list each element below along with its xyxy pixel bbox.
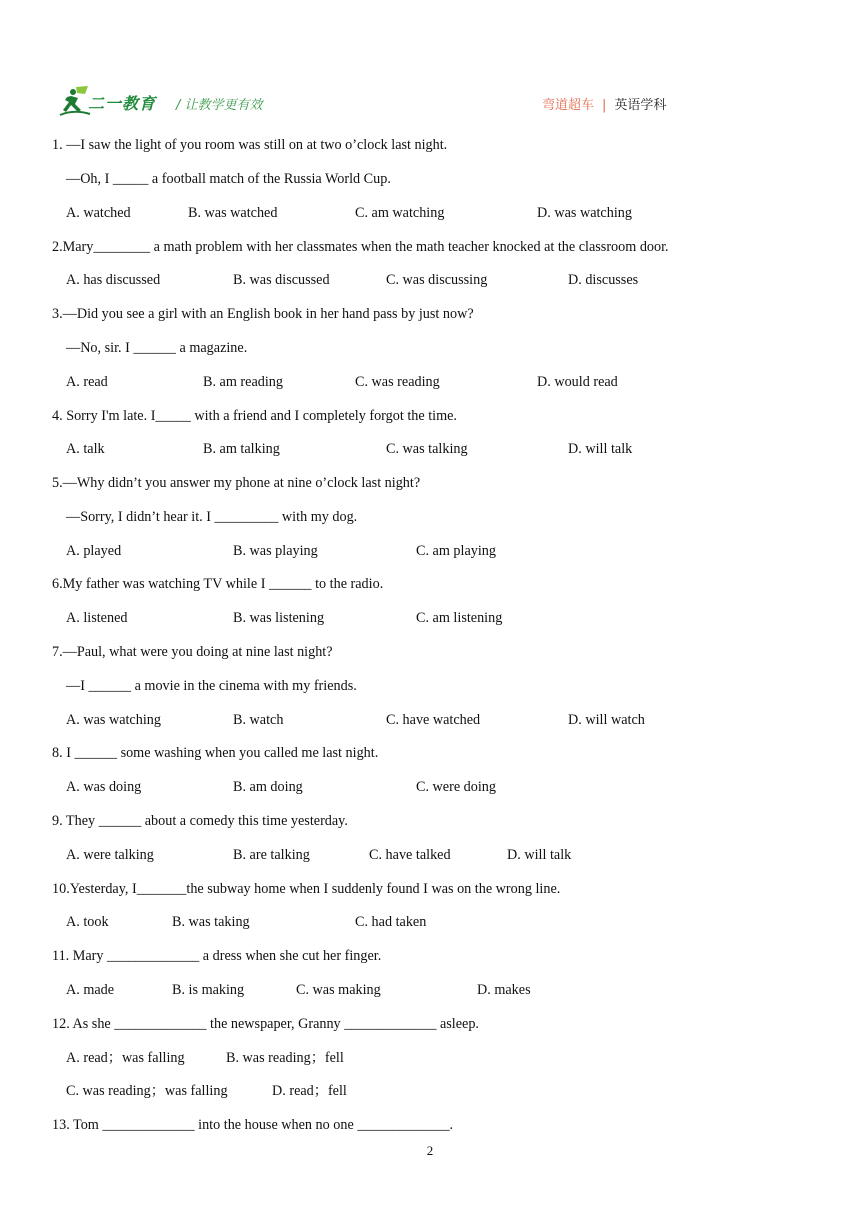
answer-option: A. took — [66, 914, 109, 930]
question-dialogue-line: —Sorry, I didn’t hear it. I _________ with my dog. — [66, 509, 358, 525]
question-stem: 10.Yesterday, I_______the subway home when I suddenly found I was on the wrong line. — [52, 881, 561, 897]
question-stem: 11. Mary _____________ a dress when she cut her finger. — [52, 948, 382, 964]
runner-logo-icon — [58, 84, 92, 118]
answer-option: C. was talking — [386, 441, 468, 457]
answer-option: B. watch — [233, 712, 284, 728]
question-dialogue-line: —No, sir. I ______ a magazine. — [66, 340, 248, 356]
question-stem: 1. —I saw the light of you room was still on at two o’clock last night. — [52, 137, 448, 153]
question-stem: 4. Sorry I'm late. I_____ with a friend and I completely forgot the time. — [52, 408, 457, 424]
answer-option: D. read；fell — [272, 1083, 347, 1099]
answer-option: A. was doing — [66, 779, 142, 795]
answer-option: A. read — [66, 374, 108, 390]
answer-option: B. was listening — [233, 610, 325, 626]
question-stem: 7.—Paul, what were you doing at nine last night? — [52, 644, 333, 660]
answer-option: D. will talk — [568, 441, 633, 457]
answer-option: C. am playing — [416, 543, 496, 559]
answer-option: D. would read — [537, 374, 618, 390]
answer-option: B. was watched — [188, 205, 278, 221]
answer-option: C. was reading；was falling — [66, 1083, 228, 1099]
header-right — [542, 94, 666, 113]
logo — [58, 84, 168, 118]
answer-option: A. has discussed — [66, 272, 161, 288]
header-slogan: / 让教学更有效 — [176, 98, 263, 113]
answer-option: C. was discussing — [386, 272, 488, 288]
answer-option: C. was making — [296, 982, 381, 998]
answer-option: A. played — [66, 543, 122, 559]
answer-option: A. made — [66, 982, 115, 998]
answer-option: B. is making — [172, 982, 245, 998]
header-brand: 弯道超车 — [542, 98, 595, 113]
answer-option: C. am watching — [355, 205, 445, 221]
answer-option: A. listened — [66, 610, 128, 626]
logo-text: 二一教育 — [88, 94, 157, 113]
question-stem: 8. I ______ some washing when you called me last night. — [52, 745, 379, 761]
answer-option: A. read；was falling — [66, 1050, 185, 1066]
answer-option: D. makes — [477, 982, 531, 998]
answer-option: A. talk — [66, 441, 105, 457]
page-number: 2 — [426, 1143, 434, 1158]
question-dialogue-line: —Oh, I _____ a football match of the Russia World Cup. — [66, 171, 391, 187]
answer-option: B. was taking — [172, 914, 250, 930]
answer-option: B. am reading — [203, 374, 283, 390]
header-separator: | — [602, 98, 607, 113]
answer-option: B. was reading；fell — [226, 1050, 344, 1066]
answer-option: B. am talking — [203, 441, 280, 457]
answer-option: C. were doing — [416, 779, 496, 795]
answer-option: C. have talked — [369, 847, 451, 863]
header-subject: 英语学科 — [614, 98, 667, 113]
answer-option: D. will watch — [568, 712, 645, 728]
question-stem: 2.Mary________ a math problem with her classmates when the math teacher knocked at the classroom door. — [52, 239, 669, 255]
question-stem: 5.—Why didn’t you answer my phone at nine o’clock last night? — [52, 475, 421, 491]
answer-option: B. was discussed — [233, 272, 330, 288]
page-header — [58, 84, 698, 118]
question-stem: 12. As she _____________ the newspaper, Granny _____________ asleep. — [52, 1016, 479, 1032]
answer-option: C. have watched — [386, 712, 481, 728]
answer-option: A. were talking — [66, 847, 154, 863]
question-stem: 13. Tom _____________ into the house when no one _____________. — [52, 1117, 454, 1133]
answer-option: B. are talking — [233, 847, 310, 863]
answer-option: D. discusses — [568, 272, 639, 288]
answer-option: D. will talk — [507, 847, 572, 863]
answer-option: D. was watching — [537, 205, 632, 221]
answer-option: B. am doing — [233, 779, 303, 795]
question-stem: 9. They ______ about a comedy this time yesterday. — [52, 813, 348, 829]
answer-option: A. was watching — [66, 712, 161, 728]
answer-option: C. am listening — [416, 610, 503, 626]
question-stem: 3.—Did you see a girl with an English book in her hand pass by just now? — [52, 306, 474, 322]
answer-option: A. watched — [66, 205, 131, 221]
answer-option: B. was playing — [233, 543, 318, 559]
answer-option: C. was reading — [355, 374, 440, 390]
question-stem: 6.My father was watching TV while I ______ to the radio. — [52, 576, 384, 592]
question-dialogue-line: —I ______ a movie in the cinema with my friends. — [66, 678, 357, 694]
answer-option: C. had taken — [355, 914, 427, 930]
